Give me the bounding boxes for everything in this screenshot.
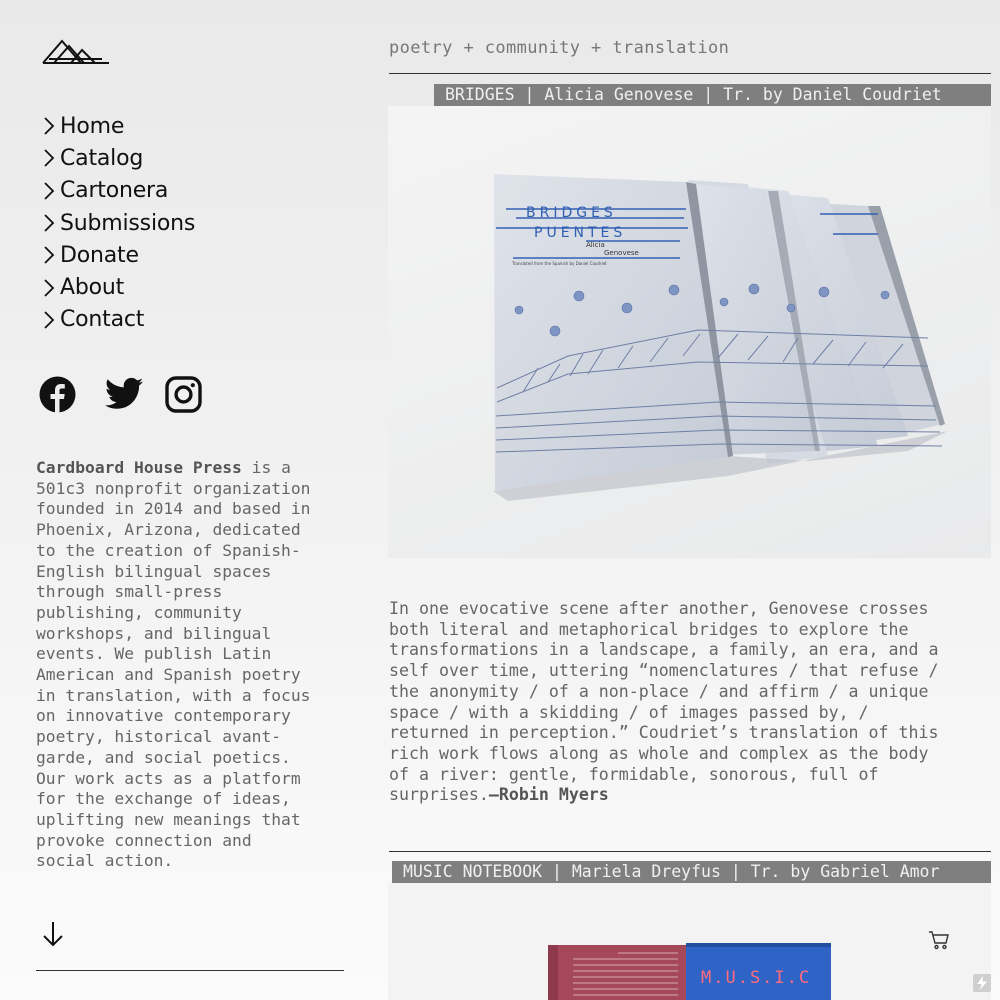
- description-line: self over time, uttering “nomenclatures / that refuse /: [389, 661, 939, 681]
- about-line: social action.: [36, 851, 174, 871]
- chevron-right-icon: [42, 278, 56, 298]
- description-line: In one evocative scene after another, Genovese crosses: [389, 599, 929, 618]
- cover-author-line2: Genovese: [604, 249, 639, 257]
- description-line: of a river: gentle, formidable, sonorous, full of: [389, 764, 879, 784]
- description-line: returned in perception.” Coudriet’s translation of this: [389, 723, 939, 743]
- nav-item-home[interactable]: [42, 110, 195, 142]
- chevron-right-icon: [42, 116, 56, 136]
- cover-author-line1: Alicia: [586, 241, 605, 249]
- nav-item-about[interactable]: [42, 271, 195, 303]
- description-line: space / with a skidding / of images passed by, /: [389, 702, 869, 722]
- about-line: workshops, and bilingual: [36, 623, 272, 643]
- book-title-bar[interactable]: BRIDGES | Alicia Genovese | Tr. by Daniel Coudriet: [434, 84, 991, 106]
- cover-title-line2: PUENTES: [534, 225, 627, 241]
- nav-label: Home: [60, 113, 125, 139]
- about-line: American and Spanish poetry: [36, 665, 301, 685]
- nav-label: Catalog: [60, 145, 144, 171]
- chevron-right-icon: [42, 245, 56, 265]
- header-divider: [389, 73, 991, 74]
- chevron-right-icon: [42, 181, 56, 201]
- about-line: to the creation of Spanish-: [36, 540, 301, 560]
- nav-item-submissions[interactable]: [42, 207, 195, 239]
- about-line: garde, and social poetics.: [36, 747, 291, 767]
- nav-item-contact[interactable]: [42, 304, 195, 336]
- about-line: poetry, historical avant-: [36, 727, 282, 747]
- chevron-right-icon: [42, 310, 56, 330]
- lightning-icon: [973, 974, 991, 992]
- about-line: provoke connection and: [36, 830, 252, 850]
- sidebar-divider: [36, 970, 344, 971]
- about-line: English bilingual spaces: [36, 561, 272, 581]
- about-line: uplifting new meanings that: [36, 809, 301, 829]
- facebook-icon[interactable]: [39, 376, 76, 413]
- about-line: founded in 2014 and based in: [36, 499, 311, 519]
- about-line: is a: [241, 458, 291, 477]
- about-line: 501c3 nonprofit organization: [36, 478, 311, 498]
- twitter-icon[interactable]: [105, 377, 143, 410]
- description-line: rich work flows along as whole and complex as the body: [389, 743, 929, 763]
- nav-label: Submissions: [60, 210, 196, 236]
- nav-label: Donate: [60, 242, 139, 268]
- about-line: through small-press: [36, 582, 223, 602]
- main-nav: [42, 110, 195, 336]
- review-author: —Robin Myers: [488, 785, 609, 805]
- cover-translator: Translated from the Spanish by Daniel Coudriet: [512, 261, 607, 266]
- cover-title-line1: BRIDGES: [526, 205, 617, 221]
- book-description: [389, 599, 989, 806]
- book-photo-music-notebook[interactable]: [388, 883, 991, 1000]
- section-divider: [389, 851, 991, 852]
- instagram-icon[interactable]: [165, 376, 202, 413]
- mountain-logo-icon[interactable]: [42, 38, 110, 66]
- description-line: surprises.: [389, 785, 489, 805]
- book-photo-bridges[interactable]: [388, 106, 991, 558]
- about-line: in translation, with a focus: [36, 685, 311, 705]
- book-cover-image: [388, 883, 991, 1000]
- description-line: the anonymity / of a non-place / and affirm / a unique: [389, 681, 929, 701]
- book-title-bar[interactable]: MUSIC NOTEBOOK | Mariela Dreyfus | Tr. by Gabriel Amor: [392, 861, 991, 883]
- chevron-right-icon: [42, 148, 56, 168]
- lightning-badge[interactable]: [973, 974, 991, 992]
- nav-label: Contact: [60, 307, 145, 333]
- site-tagline: poetry + community + translation: [389, 38, 730, 58]
- about-line: publishing, community: [36, 602, 242, 622]
- down-arrow-icon[interactable]: [42, 920, 64, 948]
- about-line: events. We publish Latin: [36, 644, 272, 664]
- nav-label: Cartonera: [60, 178, 169, 204]
- cover-title: M.U.S.I.C: [701, 968, 812, 988]
- about-line: on innovative contemporary: [36, 706, 291, 726]
- nav-item-cartonera[interactable]: [42, 175, 195, 207]
- about-line: Our work acts as a platform: [36, 768, 301, 788]
- about-paragraph: [36, 458, 356, 872]
- about-line: for the exchange of ideas,: [36, 789, 291, 809]
- chevron-right-icon: [42, 213, 56, 233]
- about-line: Phoenix, Arizona, dedicated: [36, 520, 301, 540]
- description-line: both literal and metaphorical bridges to explore the: [389, 619, 909, 639]
- org-name: Cardboard House Press: [36, 458, 242, 477]
- nav-item-catalog[interactable]: [42, 142, 195, 174]
- nav-label: About: [60, 275, 125, 301]
- cart-icon[interactable]: [928, 930, 950, 950]
- description-line: transformations in a landscape, a family, an era, and a: [389, 640, 939, 660]
- book-cover-image: [388, 106, 991, 558]
- nav-item-donate[interactable]: [42, 239, 195, 271]
